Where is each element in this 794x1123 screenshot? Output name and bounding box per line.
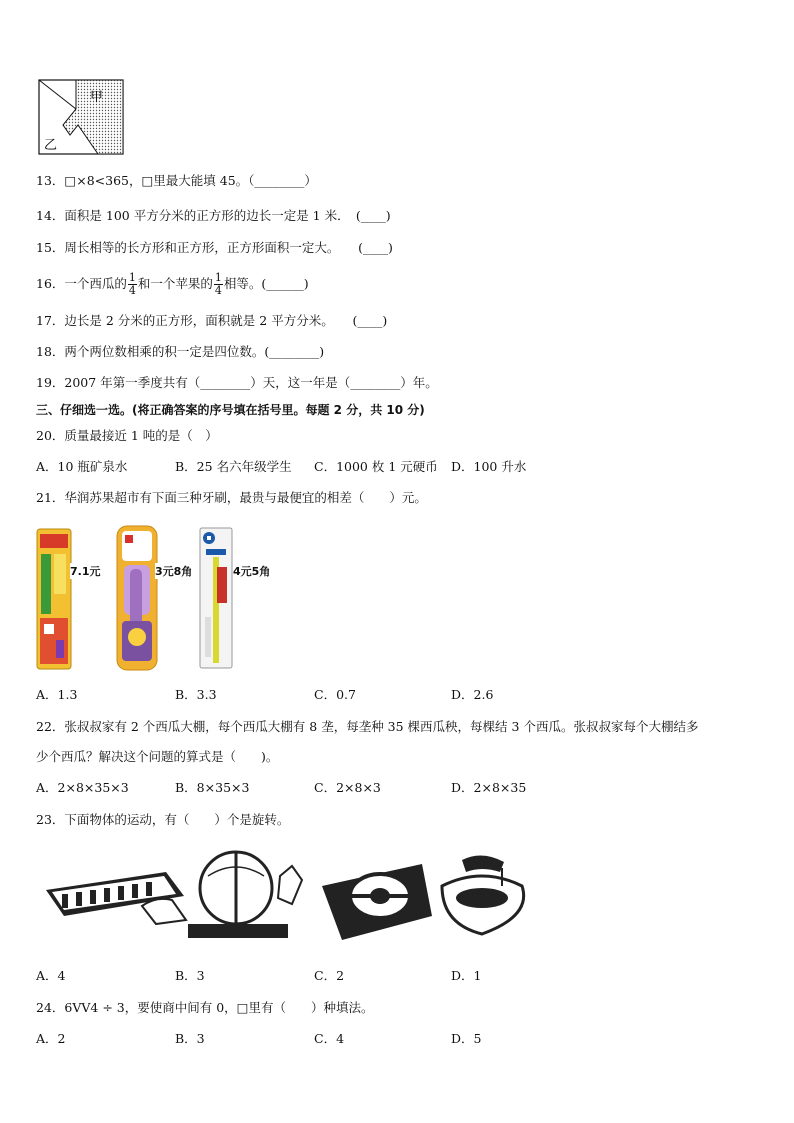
q22-option-b: B．8×35×3 xyxy=(175,780,250,795)
q24-option-c: C．4 xyxy=(314,1031,345,1046)
q24-option-d: D．5 xyxy=(451,1031,482,1046)
question-21: 21．华润苏果超市有下面三种牙刷，最贵与最便宜的相差（ ）元。 xyxy=(36,490,427,505)
q20-option-d: D．100 升水 xyxy=(451,459,527,474)
question-17: 17．边长是 2 分米的正方形，面积就是 2 平方分米。 (____) xyxy=(36,313,388,328)
area-figure xyxy=(38,79,124,155)
q16-text-after: 相等。(______) xyxy=(223,276,309,291)
motion-illustrations xyxy=(42,846,532,942)
question-19: 19．2007 年第一季度共有（________）天，这一年是（________）年。 xyxy=(36,375,438,390)
q21-option-a: A．1.3 xyxy=(36,687,78,702)
q23-option-c: C．2 xyxy=(314,968,345,983)
q22-option-d: D．2×8×35 xyxy=(451,780,527,795)
q21-option-b: B．3.3 xyxy=(175,687,217,702)
toothbrush-image-1 xyxy=(36,528,72,670)
q23-option-a: A．4 xyxy=(36,968,66,983)
fraction-one-quarter: $\frac{1}{4}$ xyxy=(128,271,136,297)
q23-option-b: B．3 xyxy=(175,968,205,983)
label-yi: 乙 xyxy=(44,138,58,153)
q20-option-b: B．25 名六年级学生 xyxy=(175,459,292,474)
toothbrush-image-3 xyxy=(199,527,233,669)
fraction-one-quarter-2: $\frac{1}{4}$ xyxy=(214,271,222,297)
q22-option-a: A．2×8×35×3 xyxy=(36,780,129,795)
price-label-3: 4元5角 xyxy=(233,565,271,578)
section-3-heading: 三、仔细选一选。(将正确答案的序号填在括号里。每题 2 分，共 10 分) xyxy=(36,403,425,417)
q23-option-d: D．1 xyxy=(451,968,482,983)
question-15: 15．周长相等的长方形和正方形，正方形面积一定大。 (____) xyxy=(36,240,393,255)
q20-option-c: C．1000 枚 1 元硬币 xyxy=(314,459,438,474)
abacus-image xyxy=(46,872,186,924)
q21-option-c: C．0.7 xyxy=(314,687,356,702)
faucet-image xyxy=(442,855,524,934)
globe-image xyxy=(188,852,302,938)
q24-option-b: B．3 xyxy=(175,1031,205,1046)
q20-option-a: A．10 瓶矿泉水 xyxy=(36,459,128,474)
question-20: 20．质量最接近 1 吨的是（ ） xyxy=(36,428,218,443)
question-23: 23．下面物体的运动，有（ ）个是旋转。 xyxy=(36,812,290,827)
q21-option-d: D．2.6 xyxy=(451,687,494,702)
question-14: 14．面积是 100 平方分米的正方形的边长一定是 1 米． (____) xyxy=(36,208,391,223)
toothbrush-image-2 xyxy=(116,525,158,671)
q24-option-a: A．2 xyxy=(36,1031,66,1046)
q16-text-middle: 和一个苹果的 xyxy=(137,276,213,291)
question-24: 24．6VV4 ÷ 3，要使商中间有 0，□里有（ ）种填法。 xyxy=(36,1000,374,1015)
question-18: 18．两个两位数相乘的积一定是四位数。(________) xyxy=(36,344,325,359)
q16-text-before: 16．一个西瓜的 xyxy=(36,276,127,291)
steering-wheel-image xyxy=(322,864,432,940)
q22-option-c: C．2×8×3 xyxy=(314,780,381,795)
price-label-1: 7.1元 xyxy=(70,565,101,578)
question-22-line-1: 22．张叔叔家有 2 个西瓜大棚，每个西瓜大棚有 8 垄，每垄种 35 棵西瓜秧，每棵结 3 个西瓜。张叔叔家每个大棚结多 xyxy=(36,719,699,734)
question-22-line-2: 少个西瓜？解决这个问题的算式是（ )。 xyxy=(36,749,279,764)
question-16 xyxy=(36,272,309,297)
label-jia: 甲 xyxy=(90,90,104,105)
price-label-2: 3元8角 xyxy=(155,565,193,578)
question-13: 13．□×8<365，□里最大能填 45。（________） xyxy=(36,173,317,188)
